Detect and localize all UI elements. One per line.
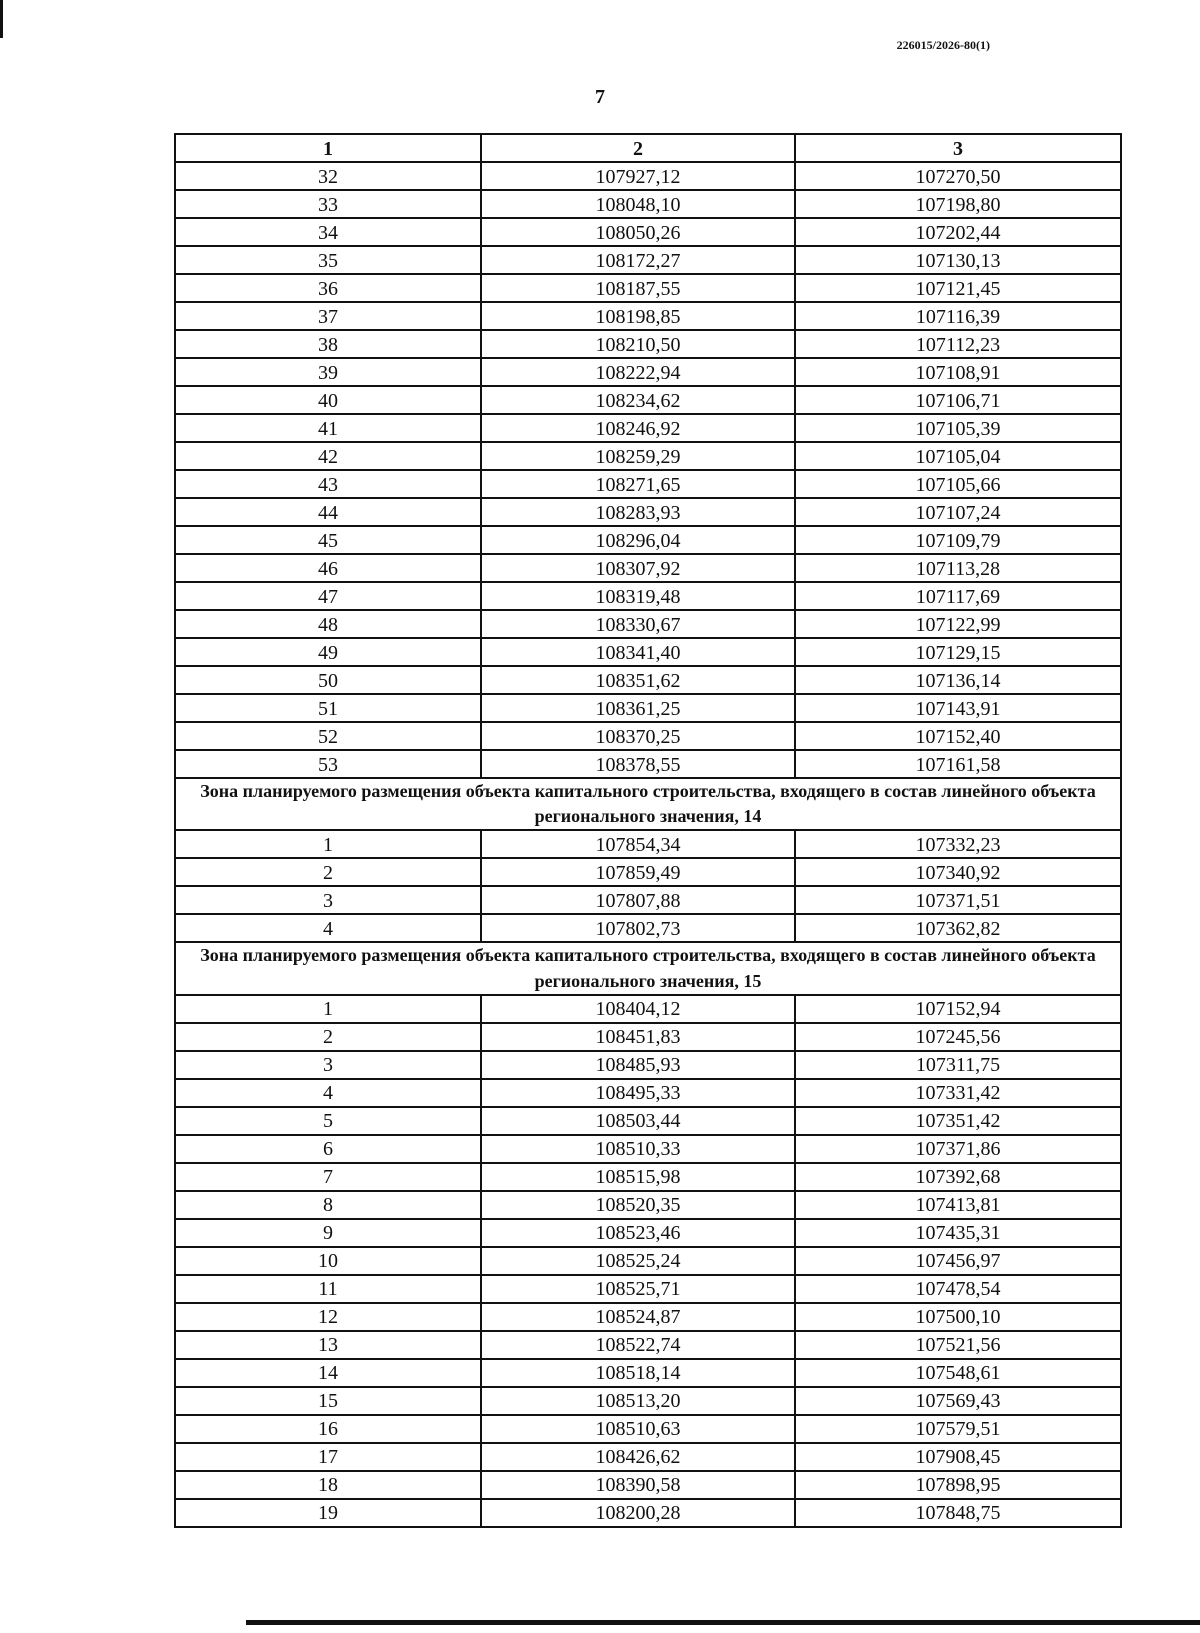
table-row <box>175 414 1121 442</box>
coordinate-x-cell: 108259,29 <box>481 442 795 470</box>
table-row <box>175 1443 1121 1471</box>
table-row <box>175 1107 1121 1135</box>
point-number-cell: 9 <box>175 1219 481 1247</box>
coordinate-x-cell: 108351,62 <box>481 666 795 694</box>
coordinate-x-cell: 108404,12 <box>481 995 795 1023</box>
coordinate-y-cell: 107908,45 <box>795 1443 1121 1471</box>
coordinate-y-cell: 107548,61 <box>795 1359 1121 1387</box>
table-row <box>175 582 1121 610</box>
coordinate-x-cell: 108271,65 <box>481 470 795 498</box>
coordinate-x-cell: 108510,33 <box>481 1135 795 1163</box>
table-row <box>175 1471 1121 1499</box>
coordinate-x-cell: 108525,71 <box>481 1275 795 1303</box>
coordinate-x-cell: 108200,28 <box>481 1499 795 1527</box>
coordinate-x-cell: 108518,14 <box>481 1359 795 1387</box>
coordinate-y-cell: 107198,80 <box>795 190 1121 218</box>
coordinate-x-cell: 107854,34 <box>481 830 795 858</box>
coordinate-x-cell: 108050,26 <box>481 218 795 246</box>
coordinate-x-cell: 108210,50 <box>481 330 795 358</box>
coordinate-x-cell: 108525,24 <box>481 1247 795 1275</box>
table-row <box>175 526 1121 554</box>
coordinate-y-cell: 107121,45 <box>795 274 1121 302</box>
coordinate-x-cell: 108330,67 <box>481 610 795 638</box>
table-row <box>175 722 1121 750</box>
coordinate-x-cell: 108515,98 <box>481 1163 795 1191</box>
table-row <box>175 470 1121 498</box>
table-row <box>175 1219 1121 1247</box>
coordinate-y-cell: 107105,66 <box>795 470 1121 498</box>
rows-zone-14 <box>175 830 1121 942</box>
coordinate-x-cell: 108451,83 <box>481 1023 795 1051</box>
coordinate-y-cell: 107362,82 <box>795 914 1121 942</box>
point-number-cell: 4 <box>175 914 481 942</box>
coordinate-y-cell: 107331,42 <box>795 1079 1121 1107</box>
coordinate-y-cell: 107152,94 <box>795 995 1121 1023</box>
point-number-cell: 17 <box>175 1443 481 1471</box>
coordinate-x-cell: 108524,87 <box>481 1303 795 1331</box>
coordinate-x-cell: 108361,25 <box>481 694 795 722</box>
point-number-cell: 42 <box>175 442 481 470</box>
point-number-cell: 7 <box>175 1163 481 1191</box>
coordinate-y-cell: 107478,54 <box>795 1275 1121 1303</box>
coordinate-x-cell: 108520,35 <box>481 1191 795 1219</box>
section-row-zone-14 <box>175 778 1121 830</box>
coordinate-x-cell: 108283,93 <box>481 498 795 526</box>
point-number-cell: 48 <box>175 610 481 638</box>
coordinate-y-cell: 107521,56 <box>795 1331 1121 1359</box>
table-row <box>175 858 1121 886</box>
point-number-cell: 50 <box>175 666 481 694</box>
point-number-cell: 49 <box>175 638 481 666</box>
coordinate-x-cell: 108523,46 <box>481 1219 795 1247</box>
coordinate-y-cell: 107107,24 <box>795 498 1121 526</box>
coordinate-y-cell: 107117,69 <box>795 582 1121 610</box>
coordinate-x-cell: 108198,85 <box>481 302 795 330</box>
coordinate-y-cell: 107245,56 <box>795 1023 1121 1051</box>
table-row <box>175 666 1121 694</box>
point-number-cell: 19 <box>175 1499 481 1527</box>
coordinate-x-cell: 108048,10 <box>481 190 795 218</box>
table-row <box>175 750 1121 778</box>
coordinate-x-cell: 108495,33 <box>481 1079 795 1107</box>
point-number-cell: 16 <box>175 1415 481 1443</box>
table-row <box>175 386 1121 414</box>
coordinate-x-cell: 108246,92 <box>481 414 795 442</box>
point-number-cell: 11 <box>175 1275 481 1303</box>
point-number-cell: 45 <box>175 526 481 554</box>
point-number-cell: 32 <box>175 162 481 190</box>
point-number-cell: 53 <box>175 750 481 778</box>
coordinate-x-cell: 108341,40 <box>481 638 795 666</box>
point-number-cell: 12 <box>175 1303 481 1331</box>
coordinate-y-cell: 107105,04 <box>795 442 1121 470</box>
coordinate-y-cell: 107109,79 <box>795 526 1121 554</box>
table-row <box>175 1191 1121 1219</box>
table-row <box>175 694 1121 722</box>
point-number-cell: 36 <box>175 274 481 302</box>
coordinate-y-cell: 107413,81 <box>795 1191 1121 1219</box>
table-row <box>175 1023 1121 1051</box>
table-row <box>175 638 1121 666</box>
table-row <box>175 830 1121 858</box>
coordinate-y-cell: 107371,86 <box>795 1135 1121 1163</box>
coordinate-y-cell: 107500,10 <box>795 1303 1121 1331</box>
coordinate-y-cell: 107332,23 <box>795 830 1121 858</box>
coordinate-y-cell: 107579,51 <box>795 1415 1121 1443</box>
coordinate-y-cell: 107112,23 <box>795 330 1121 358</box>
coordinate-y-cell: 107161,58 <box>795 750 1121 778</box>
point-number-cell: 40 <box>175 386 481 414</box>
section-row-zone-15 <box>175 942 1121 994</box>
scan-edge-mark <box>0 0 3 38</box>
coordinate-x-cell: 107859,49 <box>481 858 795 886</box>
table-row <box>175 1247 1121 1275</box>
column-header-x: 2 <box>481 134 795 162</box>
table-row <box>175 302 1121 330</box>
coordinate-x-cell: 107807,88 <box>481 886 795 914</box>
coordinate-y-cell: 107569,43 <box>795 1387 1121 1415</box>
coordinate-y-cell: 107122,99 <box>795 610 1121 638</box>
coordinate-x-cell: 108222,94 <box>481 358 795 386</box>
coordinate-x-cell: 108370,25 <box>481 722 795 750</box>
point-number-cell: 13 <box>175 1331 481 1359</box>
coordinate-y-cell: 107136,14 <box>795 666 1121 694</box>
table-row <box>175 554 1121 582</box>
coordinate-x-cell: 108510,63 <box>481 1415 795 1443</box>
rows-zone-15 <box>175 995 1121 1527</box>
table-row <box>175 442 1121 470</box>
page-number: 7 <box>595 86 605 108</box>
coordinate-y-cell: 107108,91 <box>795 358 1121 386</box>
table-row <box>175 1303 1121 1331</box>
table-row <box>175 1135 1121 1163</box>
coordinate-y-cell: 107351,42 <box>795 1107 1121 1135</box>
table-row <box>175 1079 1121 1107</box>
rows-zone-13-continued <box>175 162 1121 778</box>
table-row <box>175 886 1121 914</box>
coordinate-y-cell: 107371,51 <box>795 886 1121 914</box>
coordinate-y-cell: 107270,50 <box>795 162 1121 190</box>
coordinate-x-cell: 107927,12 <box>481 162 795 190</box>
coordinate-x-cell: 108172,27 <box>481 246 795 274</box>
point-number-cell: 34 <box>175 218 481 246</box>
point-number-cell: 51 <box>175 694 481 722</box>
coordinate-y-cell: 107311,75 <box>795 1051 1121 1079</box>
bottom-scan-rule <box>246 1620 1200 1625</box>
point-number-cell: 44 <box>175 498 481 526</box>
point-number-cell: 1 <box>175 995 481 1023</box>
coordinate-x-cell: 108522,74 <box>481 1331 795 1359</box>
coordinate-x-cell: 108234,62 <box>481 386 795 414</box>
coordinate-x-cell: 108513,20 <box>481 1387 795 1415</box>
section-title-zone-15: Зона планируемого размещения объекта капитального строительства, входящего в состав линейного объекта регионального значения, 15 <box>175 942 1121 994</box>
coordinate-y-cell: 107113,28 <box>795 554 1121 582</box>
column-header-number: 1 <box>175 134 481 162</box>
coordinate-x-cell: 108378,55 <box>481 750 795 778</box>
coordinate-x-cell: 108187,55 <box>481 274 795 302</box>
point-number-cell: 3 <box>175 1051 481 1079</box>
coordinate-y-cell: 107143,91 <box>795 694 1121 722</box>
coordinate-x-cell: 108307,92 <box>481 554 795 582</box>
coordinate-y-cell: 107152,40 <box>795 722 1121 750</box>
point-number-cell: 38 <box>175 330 481 358</box>
table-row <box>175 610 1121 638</box>
coordinate-y-cell: 107130,13 <box>795 246 1121 274</box>
point-number-cell: 3 <box>175 886 481 914</box>
table-row <box>175 1415 1121 1443</box>
table-row <box>175 246 1121 274</box>
table-row <box>175 914 1121 942</box>
point-number-cell: 37 <box>175 302 481 330</box>
coordinate-y-cell: 107392,68 <box>795 1163 1121 1191</box>
coordinate-x-cell: 107802,73 <box>481 914 795 942</box>
coordinate-y-cell: 107456,97 <box>795 1247 1121 1275</box>
document-number: 226015/2026-80(1) <box>896 38 990 52</box>
table-row <box>175 1387 1121 1415</box>
point-number-cell: 18 <box>175 1471 481 1499</box>
point-number-cell: 47 <box>175 582 481 610</box>
table-row <box>175 358 1121 386</box>
coordinate-y-cell: 107105,39 <box>795 414 1121 442</box>
coordinate-y-cell: 107340,92 <box>795 858 1121 886</box>
point-number-cell: 52 <box>175 722 481 750</box>
table-row <box>175 1275 1121 1303</box>
coordinate-y-cell: 107898,95 <box>795 1471 1121 1499</box>
coordinate-x-cell: 108319,48 <box>481 582 795 610</box>
point-number-cell: 41 <box>175 414 481 442</box>
point-number-cell: 6 <box>175 1135 481 1163</box>
point-number-cell: 4 <box>175 1079 481 1107</box>
coordinate-x-cell: 108485,93 <box>481 1051 795 1079</box>
table-row <box>175 1331 1121 1359</box>
table-row <box>175 218 1121 246</box>
table-header-row <box>175 134 1121 162</box>
coordinate-y-cell: 107202,44 <box>795 218 1121 246</box>
point-number-cell: 1 <box>175 830 481 858</box>
point-number-cell: 39 <box>175 358 481 386</box>
point-number-cell: 14 <box>175 1359 481 1387</box>
point-number-cell: 15 <box>175 1387 481 1415</box>
point-number-cell: 43 <box>175 470 481 498</box>
table-row <box>175 498 1121 526</box>
point-number-cell: 33 <box>175 190 481 218</box>
section-title-zone-14: Зона планируемого размещения объекта капитального строительства, входящего в состав линейного объекта регионального значения, 14 <box>175 778 1121 830</box>
coordinate-y-cell: 107129,15 <box>795 638 1121 666</box>
coordinate-x-cell: 108390,58 <box>481 1471 795 1499</box>
coordinates-table <box>174 133 1122 1528</box>
point-number-cell: 8 <box>175 1191 481 1219</box>
coordinate-y-cell: 107116,39 <box>795 302 1121 330</box>
table-row <box>175 274 1121 302</box>
point-number-cell: 2 <box>175 1023 481 1051</box>
column-header-y: 3 <box>795 134 1121 162</box>
coordinate-y-cell: 107848,75 <box>795 1499 1121 1527</box>
table-row <box>175 190 1121 218</box>
coordinate-y-cell: 107106,71 <box>795 386 1121 414</box>
point-number-cell: 46 <box>175 554 481 582</box>
coordinate-x-cell: 108503,44 <box>481 1107 795 1135</box>
coordinate-x-cell: 108426,62 <box>481 1443 795 1471</box>
table-row <box>175 330 1121 358</box>
point-number-cell: 2 <box>175 858 481 886</box>
point-number-cell: 35 <box>175 246 481 274</box>
table-row <box>175 162 1121 190</box>
point-number-cell: 10 <box>175 1247 481 1275</box>
coordinate-x-cell: 108296,04 <box>481 526 795 554</box>
point-number-cell: 5 <box>175 1107 481 1135</box>
table-row <box>175 1163 1121 1191</box>
table-row <box>175 1359 1121 1387</box>
table-row <box>175 1499 1121 1527</box>
table-row <box>175 1051 1121 1079</box>
table-row <box>175 995 1121 1023</box>
coordinate-y-cell: 107435,31 <box>795 1219 1121 1247</box>
